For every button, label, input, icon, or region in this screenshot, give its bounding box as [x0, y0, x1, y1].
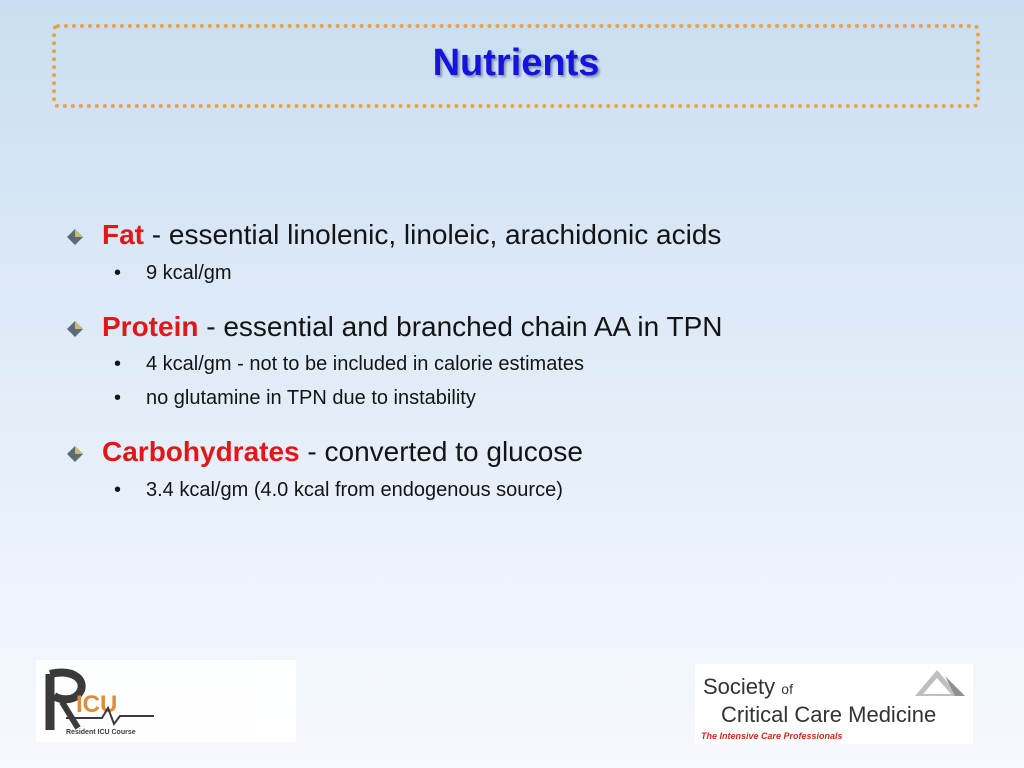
- sccm-of: of: [781, 681, 793, 697]
- term-label: Carbohydrates: [102, 436, 300, 468]
- sub-item: • no glutamine in TPN due to instability: [114, 387, 476, 410]
- sccm-logo: [695, 664, 973, 744]
- title-frame: [52, 24, 980, 108]
- bullet-protein: [64, 310, 964, 344]
- sub-item: • 3.4 kcal/gm (4.0 kcal from endogenous source): [114, 478, 563, 501]
- term-description: - converted to glucose: [299, 436, 583, 468]
- bullet-carbohydrates: [64, 435, 964, 469]
- sub-list: [64, 347, 964, 415]
- sccm-triangle-icon: [915, 668, 967, 698]
- sccm-name: Critical Care Medicine: [721, 702, 937, 727]
- term-description: - essential linolenic, linoleic, arachidonic acids: [144, 219, 722, 250]
- sccm-tagline: The Intensive Care Professionals: [701, 731, 843, 741]
- term-label: Protein: [102, 310, 199, 342]
- arrow-bullet-icon: [66, 445, 84, 463]
- ricu-logo: [36, 660, 296, 742]
- arrow-bullet-icon: [66, 228, 84, 246]
- slide-title: Nutrients: [432, 42, 600, 84]
- sub-list: [64, 473, 964, 507]
- term-label: Fat: [102, 219, 144, 250]
- sub-list: [64, 256, 964, 290]
- svg-text:Resident ICU Course: Resident ICU Course: [66, 729, 136, 736]
- sub-item: • 4 kcal/gm - not to be included in calorie estimates: [114, 353, 584, 376]
- bullet-list: [64, 218, 964, 527]
- svg-text:ICU: ICU: [76, 691, 118, 718]
- bullet-fat: [64, 218, 964, 252]
- sccm-society: Society: [703, 674, 776, 699]
- ricu-logo-mark: [36, 660, 176, 742]
- sub-item: • 9 kcal/gm: [114, 261, 232, 284]
- arrow-bullet-icon: [66, 320, 84, 338]
- term-description: - essential and branched chain AA in TPN: [198, 310, 723, 342]
